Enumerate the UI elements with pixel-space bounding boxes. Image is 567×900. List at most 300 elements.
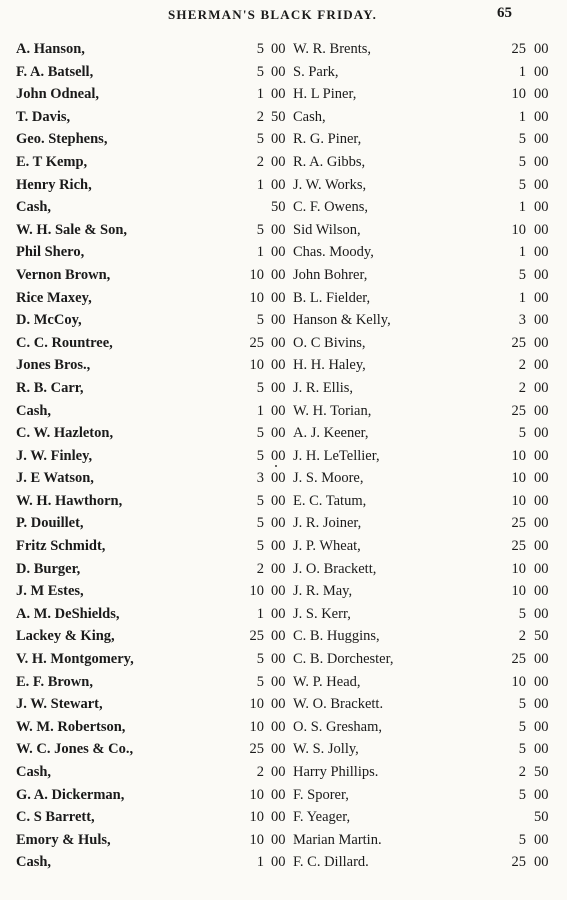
amount-cents: 50 xyxy=(534,809,549,826)
amount-dollars: 5 xyxy=(256,492,264,509)
subscriber-name: Vernon Brown, xyxy=(16,266,111,283)
subscriber-name: J. M Estes, xyxy=(16,583,84,600)
subscriber-name: Emory & Huls, xyxy=(16,831,111,848)
amount-dollars: 10 xyxy=(511,447,526,464)
subscription-row xyxy=(16,851,286,874)
subscriber-name: W. P. Head, xyxy=(293,673,361,690)
subscription-row xyxy=(293,490,555,513)
subscriber-name: A. J. Keener, xyxy=(293,425,369,442)
subscriber-name: Cash, xyxy=(16,402,52,419)
subscriber-name: E. F. Brown, xyxy=(16,673,93,690)
amount-dollars: 1 xyxy=(256,244,264,261)
subscription-row xyxy=(293,738,555,761)
subscription-row xyxy=(293,535,555,558)
amount-dollars: 25 xyxy=(511,538,526,555)
amount-dollars: 1 xyxy=(256,86,264,103)
amount-cents: 00 xyxy=(534,244,549,261)
amount-dollars: 10 xyxy=(249,718,264,735)
amount-dollars: 1 xyxy=(518,244,526,261)
subscriber-name: R. B. Carr, xyxy=(16,379,84,396)
amount-dollars: 10 xyxy=(249,696,264,713)
amount-dollars: 1 xyxy=(256,854,264,871)
subscription-row xyxy=(16,580,286,603)
subscriber-name: J. E Watson, xyxy=(16,470,94,487)
amount-cents: 00 xyxy=(271,244,286,261)
amount-cents: 00 xyxy=(271,289,286,306)
subscriber-name: John Odneal, xyxy=(16,86,99,103)
subscription-row xyxy=(16,648,286,671)
amount-dollars: 10 xyxy=(249,786,264,803)
subscriber-name: W. R. Brents, xyxy=(293,41,372,57)
subscription-row xyxy=(16,716,286,739)
subscriber-name: Harry Phillips. xyxy=(293,764,379,780)
amount-dollars: 25 xyxy=(249,628,264,645)
amount-dollars: 2 xyxy=(256,153,264,170)
subscription-row xyxy=(293,716,555,739)
subscriber-name: J. W. Stewart, xyxy=(16,696,103,713)
subscription-row xyxy=(293,174,555,197)
amount-dollars: 5 xyxy=(518,786,526,803)
amount-cents: 00 xyxy=(271,357,286,374)
amount-cents: 00 xyxy=(271,131,286,148)
amount-cents: 00 xyxy=(271,809,286,826)
subscriber-name: J. O. Brackett, xyxy=(293,560,377,577)
subscriber-name: Phil Shero, xyxy=(16,244,85,261)
amount-dollars: 5 xyxy=(518,741,526,758)
amount-dollars: 25 xyxy=(249,334,264,351)
amount-cents: 00 xyxy=(534,718,549,735)
amount-dollars: 25 xyxy=(511,41,526,57)
amount-dollars: 5 xyxy=(518,131,526,148)
subscription-row xyxy=(16,151,286,174)
subscription-row xyxy=(293,422,555,445)
subscriber-name: A. Hanson, xyxy=(16,41,85,57)
amount-dollars: 5 xyxy=(518,718,526,735)
amount-cents: 00 xyxy=(534,741,549,758)
subscriber-name: W. H. Sale & Son, xyxy=(16,221,128,238)
amount-dollars: 10 xyxy=(511,673,526,690)
amount-dollars: 2 xyxy=(518,357,526,374)
subscription-row xyxy=(293,264,555,287)
amount-dollars: 5 xyxy=(256,41,264,57)
subscription-row xyxy=(293,354,555,377)
amount-dollars: 10 xyxy=(511,86,526,103)
subscriber-name: O. S. Gresham, xyxy=(293,718,383,735)
subscription-row xyxy=(16,422,286,445)
subscription-row xyxy=(293,38,555,61)
subscription-row xyxy=(293,309,555,332)
subscription-row xyxy=(16,625,286,648)
amount-cents: 00 xyxy=(271,312,286,329)
amount-cents: 00 xyxy=(534,470,549,487)
subscriber-name: Cash, xyxy=(16,854,52,871)
subscriber-name: Rice Maxey, xyxy=(16,289,92,306)
subscriber-name: C. F. Owens, xyxy=(293,199,368,216)
ink-dot xyxy=(275,465,277,467)
subscriber-name: C. C. Rountree, xyxy=(16,334,113,351)
subscription-row xyxy=(16,535,286,558)
subscription-row xyxy=(16,83,286,106)
amount-cents: 00 xyxy=(271,221,286,238)
amount-dollars: 10 xyxy=(511,560,526,577)
amount-cents: 00 xyxy=(271,538,286,555)
subscription-row xyxy=(16,761,286,784)
subscriber-name: J. R. May, xyxy=(293,583,353,600)
subscriber-name: D. McCoy, xyxy=(16,312,82,329)
subscriber-name: T. Davis, xyxy=(16,108,71,125)
subscription-row xyxy=(293,580,555,603)
subscriber-name: Henry Rich, xyxy=(16,176,92,193)
subscription-row xyxy=(293,512,555,535)
amount-dollars: 25 xyxy=(511,334,526,351)
subscriber-name: E. T Kemp, xyxy=(16,153,88,170)
subscription-row xyxy=(293,196,555,219)
amount-dollars: 2 xyxy=(518,628,526,645)
subscription-row xyxy=(16,603,286,626)
left-column xyxy=(16,38,286,874)
subscription-row xyxy=(293,761,555,784)
amount-cents: 00 xyxy=(534,605,549,622)
amount-cents: 00 xyxy=(534,538,549,555)
subscriber-name: H. L Piner, xyxy=(293,86,357,103)
amount-cents: 00 xyxy=(534,425,549,442)
subscription-row xyxy=(16,784,286,807)
amount-cents: 00 xyxy=(271,334,286,351)
subscription-row xyxy=(16,467,286,490)
amount-dollars: 5 xyxy=(256,131,264,148)
running-head xyxy=(0,5,567,27)
subscriber-name: A. M. DeShields, xyxy=(16,605,120,622)
amount-cents: 00 xyxy=(271,831,286,848)
subscription-row xyxy=(16,671,286,694)
amount-cents: 00 xyxy=(534,63,549,80)
subscriber-name: J. W. Works, xyxy=(293,176,367,193)
subscriber-name: B. L. Fielder, xyxy=(293,289,371,306)
amount-dollars: 10 xyxy=(511,583,526,600)
subscription-row xyxy=(16,309,286,332)
amount-cents: 00 xyxy=(534,831,549,848)
subscriber-name: Geo. Stephens, xyxy=(16,131,108,148)
amount-dollars: 5 xyxy=(518,266,526,283)
subscription-row xyxy=(16,693,286,716)
amount-dollars: 5 xyxy=(256,538,264,555)
subscriber-name: C. S Barrett, xyxy=(16,809,95,826)
subscriber-name: F. C. Dillard. xyxy=(293,854,369,871)
amount-dollars: 25 xyxy=(511,651,526,668)
amount-cents: 00 xyxy=(271,741,286,758)
amount-dollars: 10 xyxy=(249,266,264,283)
amount-cents: 00 xyxy=(271,402,286,419)
subscription-row xyxy=(16,377,286,400)
subscriber-name: R. G. Piner, xyxy=(293,131,362,148)
subscription-row xyxy=(293,377,555,400)
amount-cents: 00 xyxy=(534,854,549,871)
amount-cents: 00 xyxy=(271,583,286,600)
subscription-row xyxy=(16,558,286,581)
amount-dollars: 5 xyxy=(518,153,526,170)
amount-cents: 00 xyxy=(534,786,549,803)
amount-dollars: 5 xyxy=(256,221,264,238)
subscription-row xyxy=(16,106,286,129)
amount-cents: 00 xyxy=(271,153,286,170)
amount-cents: 00 xyxy=(271,447,286,464)
subscription-row xyxy=(293,467,555,490)
amount-dollars: 2 xyxy=(256,560,264,577)
amount-cents: 00 xyxy=(534,651,549,668)
page-number: 65 xyxy=(497,5,512,21)
subscriber-name: F. Yeager, xyxy=(293,809,351,826)
amount-cents: 00 xyxy=(271,266,286,283)
subscriber-name: Cash, xyxy=(16,764,52,780)
subscriber-name: J. W. Finley, xyxy=(16,447,93,464)
subscriber-name: W. H. Torian, xyxy=(293,402,372,419)
amount-cents: 00 xyxy=(534,199,549,216)
amount-dollars: 25 xyxy=(249,741,264,758)
subscriber-name: Marian Martin. xyxy=(293,831,382,848)
subscription-row xyxy=(16,174,286,197)
subscription-row xyxy=(293,806,555,829)
subscription-row xyxy=(16,512,286,535)
amount-cents: 00 xyxy=(271,425,286,442)
amount-cents: 00 xyxy=(271,560,286,577)
amount-cents: 50 xyxy=(534,764,549,780)
subscription-row xyxy=(293,128,555,151)
amount-dollars: 5 xyxy=(256,673,264,690)
amount-dollars: 5 xyxy=(518,831,526,848)
amount-dollars: 2 xyxy=(518,379,526,396)
subscriber-name: W. S. Jolly, xyxy=(293,741,359,758)
subscription-row xyxy=(16,264,286,287)
amount-cents: 00 xyxy=(271,470,286,487)
subscription-row xyxy=(16,829,286,852)
amount-dollars: 10 xyxy=(249,289,264,306)
subscriber-name: S. Park, xyxy=(293,63,339,80)
subscription-row xyxy=(293,693,555,716)
subscriber-name: Chas. Moody, xyxy=(293,244,374,261)
subscriber-name: V. H. Montgomery, xyxy=(16,651,134,668)
amount-cents: 00 xyxy=(271,41,286,57)
subscriber-name: J. S. Kerr, xyxy=(293,605,351,622)
amount-dollars: 5 xyxy=(518,176,526,193)
subscription-row xyxy=(16,196,286,219)
subscription-row xyxy=(293,287,555,310)
subscriber-name: W. C. Jones & Co., xyxy=(16,741,134,758)
subscription-row xyxy=(16,490,286,513)
amount-cents: 00 xyxy=(534,153,549,170)
amount-cents: 00 xyxy=(271,718,286,735)
amount-cents: 00 xyxy=(271,673,286,690)
subscription-row xyxy=(16,128,286,151)
subscriber-name: F. Sporer, xyxy=(293,786,349,803)
subscriber-name: J. R. Joiner, xyxy=(293,515,362,532)
amount-dollars: 5 xyxy=(518,605,526,622)
subscriber-name: G. A. Dickerman, xyxy=(16,786,125,803)
subscriber-name: J. S. Moore, xyxy=(293,470,364,487)
amount-dollars: 3 xyxy=(256,470,264,487)
amount-cents: 00 xyxy=(534,86,549,103)
amount-cents: 50 xyxy=(271,199,286,216)
amount-cents: 50 xyxy=(271,108,286,125)
amount-cents: 00 xyxy=(534,696,549,713)
subscription-row xyxy=(16,219,286,242)
amount-dollars: 5 xyxy=(256,312,264,329)
subscription-row xyxy=(16,445,286,468)
amount-cents: 00 xyxy=(534,447,549,464)
subscriber-name: E. C. Tatum, xyxy=(293,492,367,509)
subscriber-name: J. R. Ellis, xyxy=(293,379,354,396)
amount-dollars: 10 xyxy=(511,492,526,509)
subscription-row xyxy=(16,332,286,355)
amount-cents: 00 xyxy=(534,108,549,125)
subscriber-name: W. O. Brackett. xyxy=(293,696,384,713)
amount-cents: 00 xyxy=(271,379,286,396)
amount-cents: 00 xyxy=(534,583,549,600)
subscriber-name: J. H. LeTellier, xyxy=(293,447,380,464)
subscriber-name: Fritz Schmidt, xyxy=(16,538,106,555)
subscription-row xyxy=(16,738,286,761)
amount-dollars: 5 xyxy=(256,63,264,80)
subscription-row xyxy=(293,671,555,694)
subscription-row xyxy=(293,106,555,129)
subscription-row xyxy=(16,241,286,264)
amount-dollars: 3 xyxy=(518,312,526,329)
amount-cents: 00 xyxy=(534,357,549,374)
amount-dollars: 5 xyxy=(256,447,264,464)
subscription-row xyxy=(293,445,555,468)
amount-cents: 00 xyxy=(534,176,549,193)
subscription-row xyxy=(16,38,286,61)
subscriber-name: Jones Bros., xyxy=(16,357,91,374)
amount-cents: 00 xyxy=(534,379,549,396)
subscriber-name: Cash, xyxy=(16,199,52,216)
subscription-row xyxy=(16,287,286,310)
subscription-row xyxy=(293,784,555,807)
subscription-row xyxy=(16,61,286,84)
amount-dollars: 2 xyxy=(518,764,526,780)
amount-cents: 00 xyxy=(271,786,286,803)
subscription-row xyxy=(293,241,555,264)
running-title: SHERMAN'S BLACK FRIDAY. xyxy=(168,7,378,22)
amount-cents: 00 xyxy=(534,673,549,690)
amount-dollars: 1 xyxy=(518,63,526,80)
subscription-row xyxy=(16,354,286,377)
amount-dollars: 5 xyxy=(518,696,526,713)
amount-dollars: 10 xyxy=(249,357,264,374)
subscription-row xyxy=(16,806,286,829)
subscriber-name: C. B. Huggins, xyxy=(293,628,380,645)
amount-dollars: 5 xyxy=(256,515,264,532)
subscription-row xyxy=(293,61,555,84)
amount-dollars: 5 xyxy=(256,651,264,668)
subscription-row xyxy=(293,83,555,106)
right-column xyxy=(293,38,555,874)
subscription-row xyxy=(293,219,555,242)
amount-cents: 00 xyxy=(271,492,286,509)
amount-cents: 00 xyxy=(534,221,549,238)
amount-cents: 00 xyxy=(534,312,549,329)
amount-dollars: 25 xyxy=(511,402,526,419)
subscriber-name: F. A. Batsell, xyxy=(16,63,94,80)
subscription-row xyxy=(293,332,555,355)
subscription-row xyxy=(293,151,555,174)
amount-dollars: 10 xyxy=(511,470,526,487)
amount-dollars: 5 xyxy=(518,425,526,442)
subscriber-name: Hanson & Kelly, xyxy=(293,312,391,329)
subscription-row xyxy=(293,558,555,581)
amount-cents: 00 xyxy=(534,515,549,532)
subscriber-name: P. Douillet, xyxy=(16,515,84,532)
subscription-row xyxy=(293,603,555,626)
amount-cents: 00 xyxy=(534,492,549,509)
amount-dollars: 1 xyxy=(256,605,264,622)
amount-dollars: 10 xyxy=(511,221,526,238)
amount-dollars: 1 xyxy=(518,289,526,306)
subscriber-name: J. P. Wheat, xyxy=(293,538,361,555)
subscriber-name: Cash, xyxy=(293,108,326,125)
amount-cents: 00 xyxy=(271,176,286,193)
amount-cents: 00 xyxy=(271,515,286,532)
amount-dollars: 10 xyxy=(249,809,264,826)
amount-dollars: 5 xyxy=(256,425,264,442)
amount-dollars: 10 xyxy=(249,583,264,600)
subscriber-name: W. M. Robertson, xyxy=(16,718,126,735)
amount-cents: 00 xyxy=(534,131,549,148)
amount-dollars: 5 xyxy=(256,379,264,396)
subscription-row xyxy=(293,625,555,648)
amount-dollars: 1 xyxy=(518,108,526,125)
amount-cents: 50 xyxy=(534,628,549,645)
amount-cents: 00 xyxy=(534,41,549,57)
amount-cents: 00 xyxy=(534,289,549,306)
amount-cents: 00 xyxy=(271,63,286,80)
subscriber-name: H. H. Haley, xyxy=(293,357,366,374)
subscriber-name: D. Burger, xyxy=(16,560,81,577)
subscriber-name: Lackey & King, xyxy=(16,628,115,645)
subscription-row xyxy=(16,400,286,423)
amount-dollars: 2 xyxy=(256,108,264,125)
subscriber-name: C. B. Dorchester, xyxy=(293,651,394,668)
amount-dollars: 25 xyxy=(511,854,526,871)
subscriber-name: John Bohrer, xyxy=(293,266,368,283)
amount-cents: 00 xyxy=(534,560,549,577)
amount-dollars: 25 xyxy=(511,515,526,532)
amount-cents: 00 xyxy=(271,628,286,645)
amount-dollars: 10 xyxy=(249,831,264,848)
amount-cents: 00 xyxy=(534,402,549,419)
subscription-row xyxy=(293,400,555,423)
subscriber-name: O. C Bivins, xyxy=(293,334,366,351)
amount-cents: 00 xyxy=(271,696,286,713)
amount-dollars: 2 xyxy=(256,764,264,780)
amount-dollars: 1 xyxy=(518,199,526,216)
subscription-row xyxy=(293,829,555,852)
amount-cents: 00 xyxy=(271,854,286,871)
amount-cents: 00 xyxy=(534,266,549,283)
amount-cents: 00 xyxy=(271,605,286,622)
subscriber-name: C. W. Hazleton, xyxy=(16,425,114,442)
subscription-row xyxy=(293,648,555,671)
amount-cents: 00 xyxy=(271,651,286,668)
subscriber-name: R. A. Gibbs, xyxy=(293,153,366,170)
subscriber-name: W. H. Hawthorn, xyxy=(16,492,123,509)
amount-cents: 00 xyxy=(271,764,286,780)
amount-dollars: 1 xyxy=(256,176,264,193)
subscription-row xyxy=(293,851,555,874)
amount-cents: 00 xyxy=(271,86,286,103)
amount-dollars: 1 xyxy=(256,402,264,419)
subscriber-name: Sid Wilson, xyxy=(293,221,361,238)
amount-cents: 00 xyxy=(534,334,549,351)
